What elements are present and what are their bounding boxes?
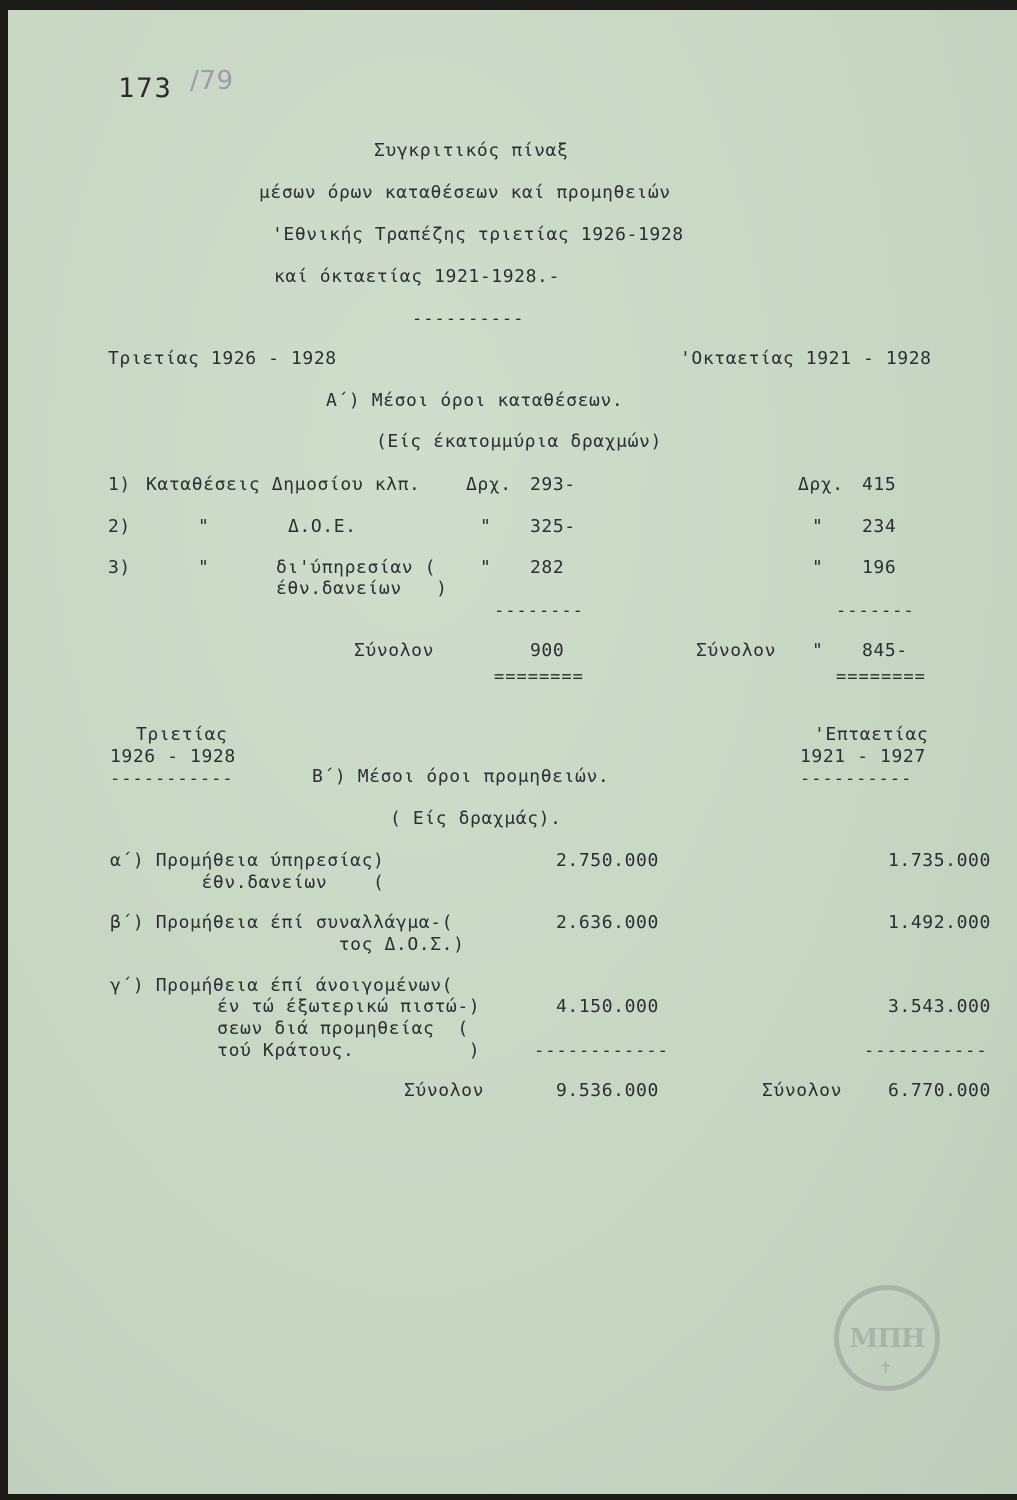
row-a2-left-value: 325- — [530, 516, 576, 537]
row-a2-currency: " — [480, 516, 492, 537]
section-b-total-label-right: Σύνολον — [762, 1080, 843, 1101]
row-b1-left-value: 2.750.000 — [556, 850, 659, 871]
row-b3-line-3: σεων διά προμηθείας ( — [160, 1018, 469, 1039]
section-b-left-head-1: Τριετίας — [136, 724, 228, 745]
section-a-total-label: Σύνολον — [354, 640, 435, 661]
row-b1-right-value: 1.735.000 — [888, 850, 991, 871]
title-line-4: καί όκταετίας 1921-1928.- — [274, 266, 560, 287]
section-b-right-head-2: 1921 - 1927 — [800, 746, 926, 767]
row-a1-currency: Δρχ. — [466, 474, 512, 495]
section-b-total-left: 9.536.000 — [556, 1080, 659, 1101]
section-b-left-head-2: 1926 - 1928 — [110, 746, 236, 767]
row-a2-right-value: 234 — [862, 516, 897, 537]
row-a3-label-2: έθν.δανείων ) — [276, 578, 448, 599]
row-a2-ditto: " — [198, 516, 210, 537]
section-a-right-double-rule: ======== — [836, 667, 926, 687]
row-a3-ditto: " — [198, 557, 210, 578]
section-a-total-right: 845- — [862, 640, 908, 661]
row-b3-right-value: 3.543.000 — [888, 996, 991, 1017]
row-a1-left-value: 293- — [530, 474, 576, 495]
title-line-2: μέσων όρων καταθέσεων καί προμηθειών — [259, 182, 671, 203]
row-a2-number: 2) — [108, 516, 131, 537]
row-b2-line-2: τος Δ.Ο.Σ.) — [110, 934, 465, 955]
row-a3-left-value: 282 — [530, 557, 565, 578]
section-a-unit: (Είς έκατομμύρια δραχμών) — [376, 431, 662, 452]
section-b-left-rule: ----------- — [110, 769, 234, 789]
section-a-total-right-ditto: " — [812, 640, 824, 661]
row-b3-line-2: έν τώ έξωτερικώ πιστώ-) — [160, 996, 481, 1017]
row-a1-right-value: 415 — [862, 474, 897, 495]
page-number: 173 — [118, 73, 173, 104]
row-b1-line-2: έθν.δανείων ( — [110, 872, 385, 893]
section-a-right-period: 'Οκταετίας 1921 - 1928 — [680, 348, 932, 369]
cross-icon: ✝ — [879, 1358, 893, 1377]
row-b1-line-1: α΄) Προμήθεια ύπηρεσίας) — [110, 850, 385, 871]
row-a3-number: 3) — [108, 557, 131, 578]
row-b2-right-value: 1.492.000 — [888, 912, 991, 933]
section-b-unit: ( Είς δραχμάς). — [390, 808, 562, 829]
archive-stamp — [834, 1285, 940, 1391]
archive-stamp-text: ΜΠΗ — [849, 1324, 925, 1354]
row-b3-left-value: 4.150.000 — [556, 996, 659, 1017]
section-b-total-right: 6.770.000 — [888, 1080, 991, 1101]
title-line-3: 'Εθνικής Τραπέζης τριετίας 1926-1928 — [272, 224, 684, 245]
row-a3-right-currency: " — [812, 557, 824, 578]
section-b-heading: Β΄) Μέσοι όροι προμηθειών. — [312, 766, 610, 787]
section-b-right-head-1: 'Επταετίας — [814, 724, 929, 745]
row-a1-label: Καταθέσεις Δημοσίου κλπ. — [146, 474, 421, 495]
row-a2-label: Δ.Ο.Ε. — [288, 516, 357, 537]
title-rule: ---------- — [412, 309, 525, 329]
title-line-1: Συγκριτικός πίναξ — [374, 140, 569, 161]
section-b-right-rule: ---------- — [800, 769, 913, 789]
section-a-left-sum-rule: -------- — [494, 601, 584, 621]
section-a-total-label-right: Σύνολον — [696, 640, 777, 661]
section-b-right-sum-rule: ----------- — [864, 1041, 988, 1061]
row-a1-number: 1) — [108, 474, 131, 495]
section-a-heading: Α΄) Μέσοι όροι καταθέσεων. — [326, 390, 624, 411]
section-a-left-double-rule: ======== — [494, 667, 584, 687]
row-b2-line-1: β΄) Προμήθεια έπί συναλλάγμα-( — [110, 912, 454, 933]
section-a-left-period: Τριετίας 1926 - 1928 — [108, 348, 337, 369]
row-a1-right-currency: Δρχ. — [798, 474, 844, 495]
row-b3-line-1: γ΄) Προμήθεια έπί άνοιγομένων( — [110, 975, 454, 996]
section-b-left-sum-rule: ------------ — [534, 1041, 669, 1061]
row-b2-left-value: 2.636.000 — [556, 912, 659, 933]
row-a3-currency: " — [480, 557, 492, 578]
section-a-total-left: 900 — [530, 640, 565, 661]
row-b3-line-4: τού Κράτους. ) — [160, 1040, 481, 1061]
pencil-page-number: /79 — [190, 66, 234, 96]
row-a3-label: δι'ύπηρεσίαν ( — [276, 557, 437, 578]
section-a-right-sum-rule: ------- — [836, 601, 915, 621]
row-a3-right-value: 196 — [862, 557, 897, 578]
section-b-total-label: Σύνολον — [404, 1080, 485, 1101]
row-a2-right-currency: " — [812, 516, 824, 537]
